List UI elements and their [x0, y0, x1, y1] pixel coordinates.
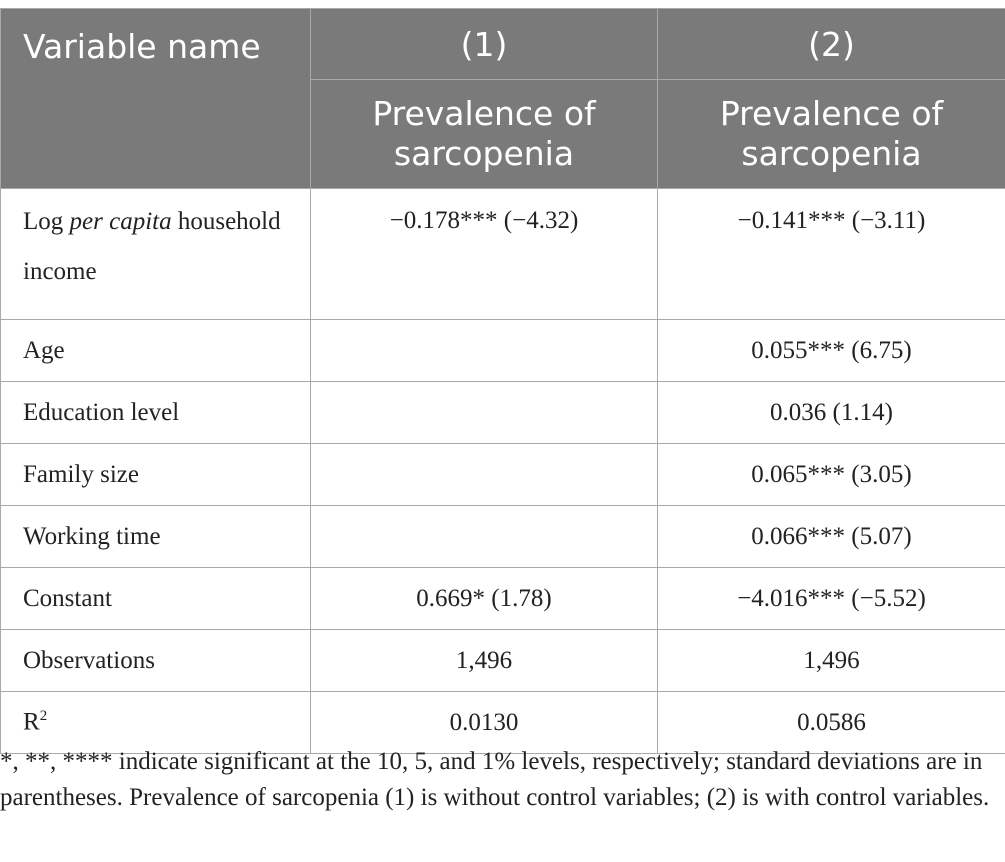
row-label: Education level [1, 382, 311, 444]
cell-value: −4.016*** (−5.52) [658, 568, 1005, 630]
row-label: Constant [1, 568, 311, 630]
cell-value [311, 506, 658, 568]
row-label: Age [1, 320, 311, 382]
row-label: Observations [1, 630, 311, 692]
regression-table-container [0, 8, 1005, 754]
cell-value [311, 444, 658, 506]
header-row-numbers [1, 9, 1005, 80]
cell-value: 0.066*** (5.07) [658, 506, 1005, 568]
row-label: Family size [1, 444, 311, 506]
cell-value: 0.0586 [658, 692, 1005, 754]
header-col1-outcome: Prevalence of sarcopenia [311, 80, 658, 189]
cell-value: 1,496 [311, 630, 658, 692]
header-col2-number: (2) [658, 9, 1005, 80]
regression-table [0, 8, 1005, 754]
header-col1-number: (1) [311, 9, 658, 80]
header-variable-name: Variable name [1, 9, 311, 189]
row-label-r-squared: $R^2$ [1, 692, 311, 754]
table-row [1, 630, 1005, 692]
table-row [1, 444, 1005, 506]
table-row [1, 568, 1005, 630]
cell-value: 1,496 [658, 630, 1005, 692]
table-row [1, 506, 1005, 568]
row-label: Working time [1, 506, 311, 568]
cell-value: −0.141*** (−3.11) [658, 189, 1005, 320]
cell-value [311, 320, 658, 382]
table-row [1, 189, 1005, 320]
row-label-log-income: Log per capita household income [1, 189, 311, 320]
cell-value: −0.178*** (−4.32) [311, 189, 658, 320]
header-col2-outcome: Prevalence of sarcopenia [658, 80, 1005, 189]
cell-value: 0.036 (1.14) [658, 382, 1005, 444]
cell-value: 0.055*** (6.75) [658, 320, 1005, 382]
table-row [1, 382, 1005, 444]
cell-value: 0.0130 [311, 692, 658, 754]
cell-value: 0.669* (1.78) [311, 568, 658, 630]
table-footnote: *, **, **** indicate significant at the 10, 5, and 1% levels, respectively; standard deviations are in parentheses. Prevalence of sarcopenia (1) is without control variables; (2) is with control variables. [0, 748, 990, 811]
cell-value [311, 382, 658, 444]
cell-value: 0.065*** (3.05) [658, 444, 1005, 506]
table-row [1, 320, 1005, 382]
